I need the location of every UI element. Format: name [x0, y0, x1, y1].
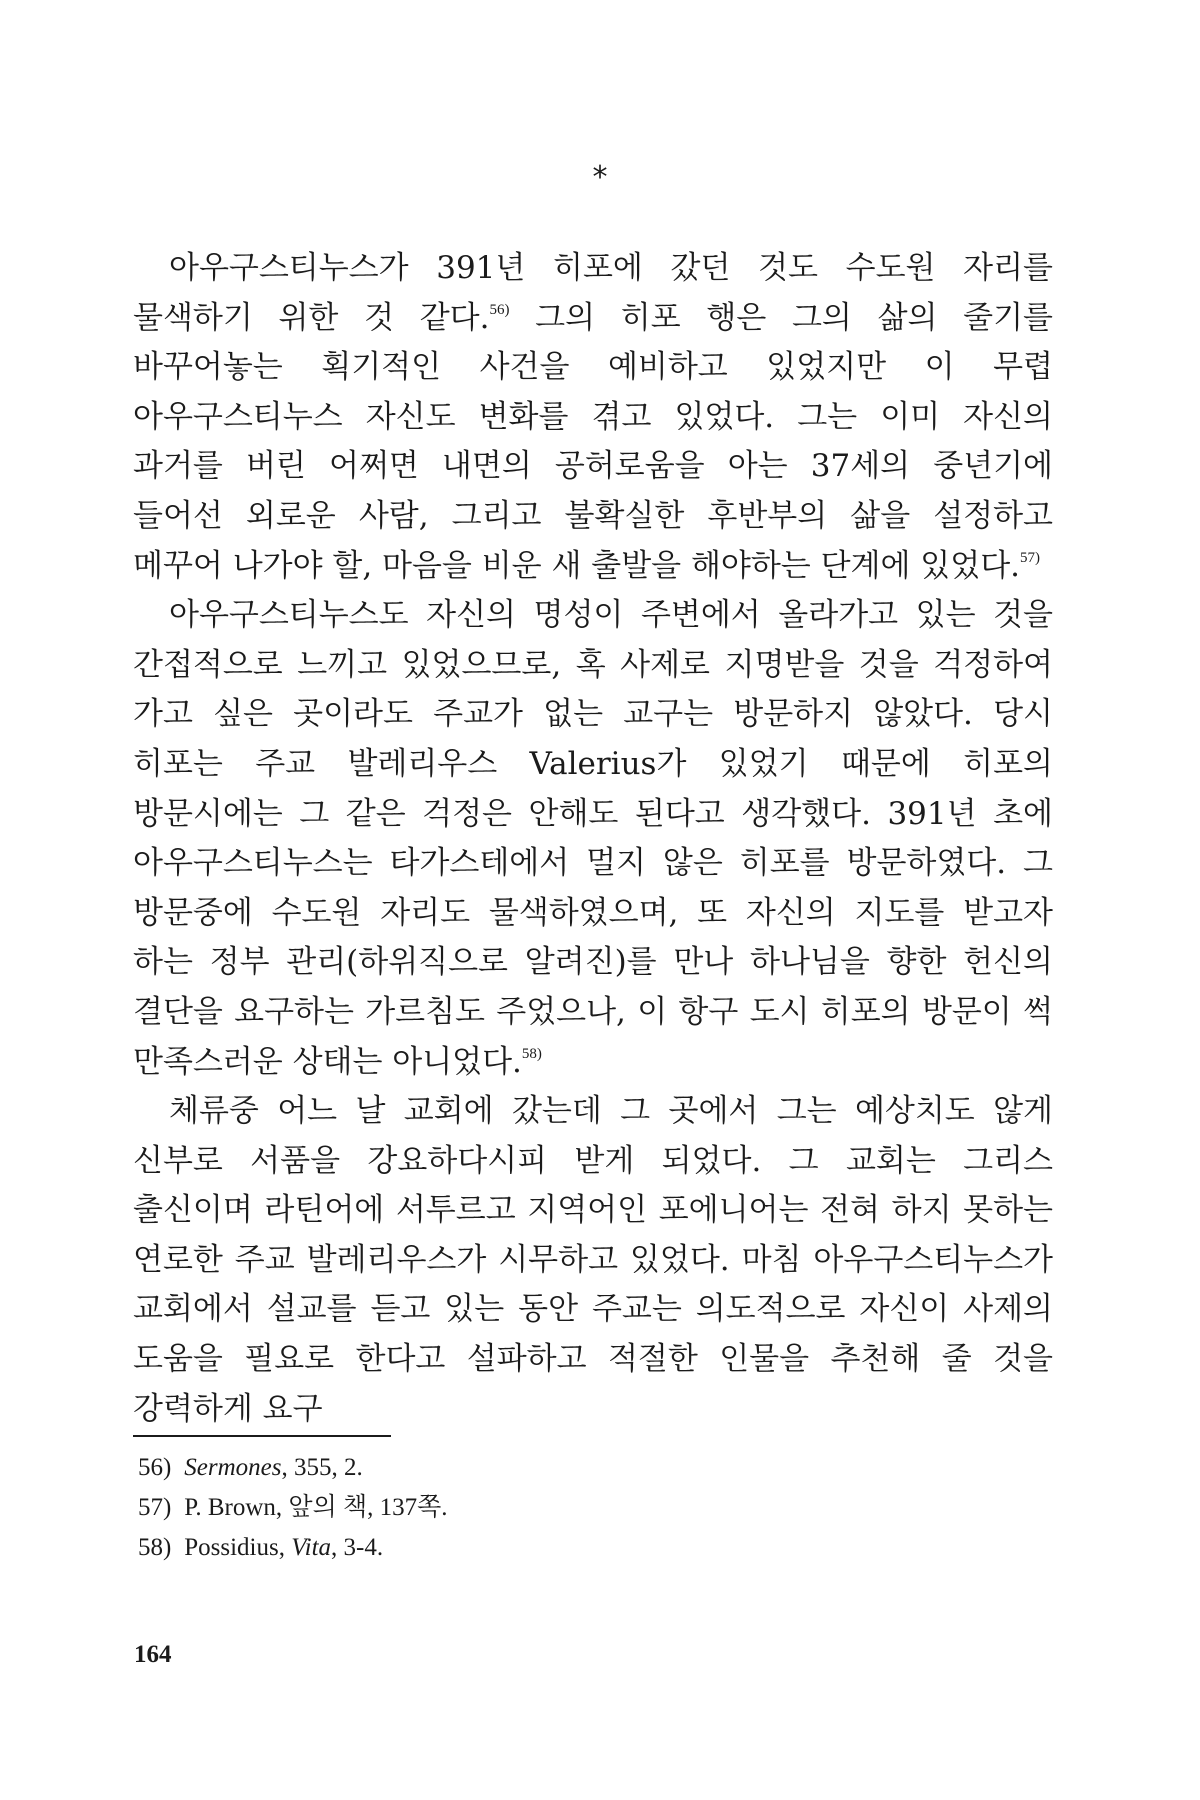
- footnote-58: [138, 1528, 1038, 1568]
- footnote-ref-57: 57): [1020, 549, 1040, 566]
- footnote-number: 56): [138, 1454, 172, 1481]
- footnote-number: 58): [138, 1534, 172, 1561]
- section-separator-asterisk: *: [592, 160, 608, 195]
- paragraph-2-text: 아우구스티누스도 자신의 명성이 주변에서 올라가고 있는 것을 간접적으로 느끼고 있었으므로, 혹 사제로 지명받을 것을 걱정하여 가고 싶은 곳이라도 주교가 없는 교구는 방문하지 않았다. 당시 히포는 주교 발레리우스 Valerius가 있었기 때문에 히포의 방문시에는 그 같은 걱정은 안해도 된다고 생각했다. 391년 초에 아우구스티누스는 타가스테에서 멀지 않은 히포를 방문하였다. 그 방문중에 수도원 자리도 물색하였으며, 또 자신의 지도를 받고자 하는 정부 관리(하위직으로 알려진)를 만나 하나님을 향한 헌신의 결단을 요구하는 가르침도 주었으나, 이 항구 도시 히포의 방문이 썩 만족스러운 상태는 아니었다.: [133, 597, 1053, 1080]
- paragraph-3-text: 체류중 어느 날 교회에 갔는데 그 곳에서 그는 예상치도 않게 신부로 서품을 강요하다시피 받게 되었다. 그 교회는 그리스 출신이며 라틴어에 서투르고 지역어인 포에니어는 전혀 하지 못하는 연로한 주교 발레리우스가 시무하고 있었다. 마침 아우구스티누스가 교회에서 설교를 듣고 있는 동안 주교는 의도적으로 자신이 사제의 도움을 필요로 한다고 설파하고 적절한 인물을 추천해 줄 것을 강력하게 요구: [133, 1093, 1053, 1427]
- footnote-source-detail: , 355, 2.: [281, 1454, 363, 1481]
- footnote-57: [138, 1488, 1038, 1528]
- footnote-divider: [133, 1435, 391, 1437]
- footnote-source-author: Possidius,: [184, 1534, 292, 1561]
- footnote-source-title: Vita: [291, 1534, 332, 1561]
- page-number: 164: [134, 1641, 172, 1668]
- paragraph-1-text-b: 그의 히포 행은 그의 삶의 줄기를 바꾸어놓는 획기적인 사건을 예비하고 있었지만 이 무렵 아우구스티누스 자신도 변화를 겪고 있었다. 그는 이미 자신의 과거를 버린 어쩌면 내면의 공허로움을 아는 37세의 중년기에 들어선 외로운 사람, 그리고 불확실한 후반부의 삶을 설정하고 메꾸어 나가야 할, 마음을 비운 새 출발을 해야하는 단계에 있었다.: [133, 299, 1053, 584]
- paragraph-2: [133, 591, 1053, 1087]
- footnote-ref-58: 58): [521, 1045, 542, 1062]
- paragraph-1: [133, 244, 1053, 591]
- footnote-ref-56: 56): [489, 301, 510, 318]
- footnote-source-detail: P. Brown, 앞의 책, 137쪽.: [184, 1494, 448, 1521]
- footnote-source-title: Sermones: [184, 1454, 282, 1481]
- paragraph-1-text-a: 아우구스티누스가 391년 히포에 갔던 것도 수도원 자리를 물색하기 위한 것 같다.: [133, 250, 1053, 336]
- footnote-number: 57): [138, 1494, 172, 1521]
- body-text: [133, 244, 1053, 1434]
- paragraph-3: [133, 1087, 1053, 1434]
- footnotes: [138, 1448, 1038, 1568]
- footnote-56: [138, 1448, 1038, 1488]
- footnote-source-detail: , 3-4.: [331, 1534, 384, 1561]
